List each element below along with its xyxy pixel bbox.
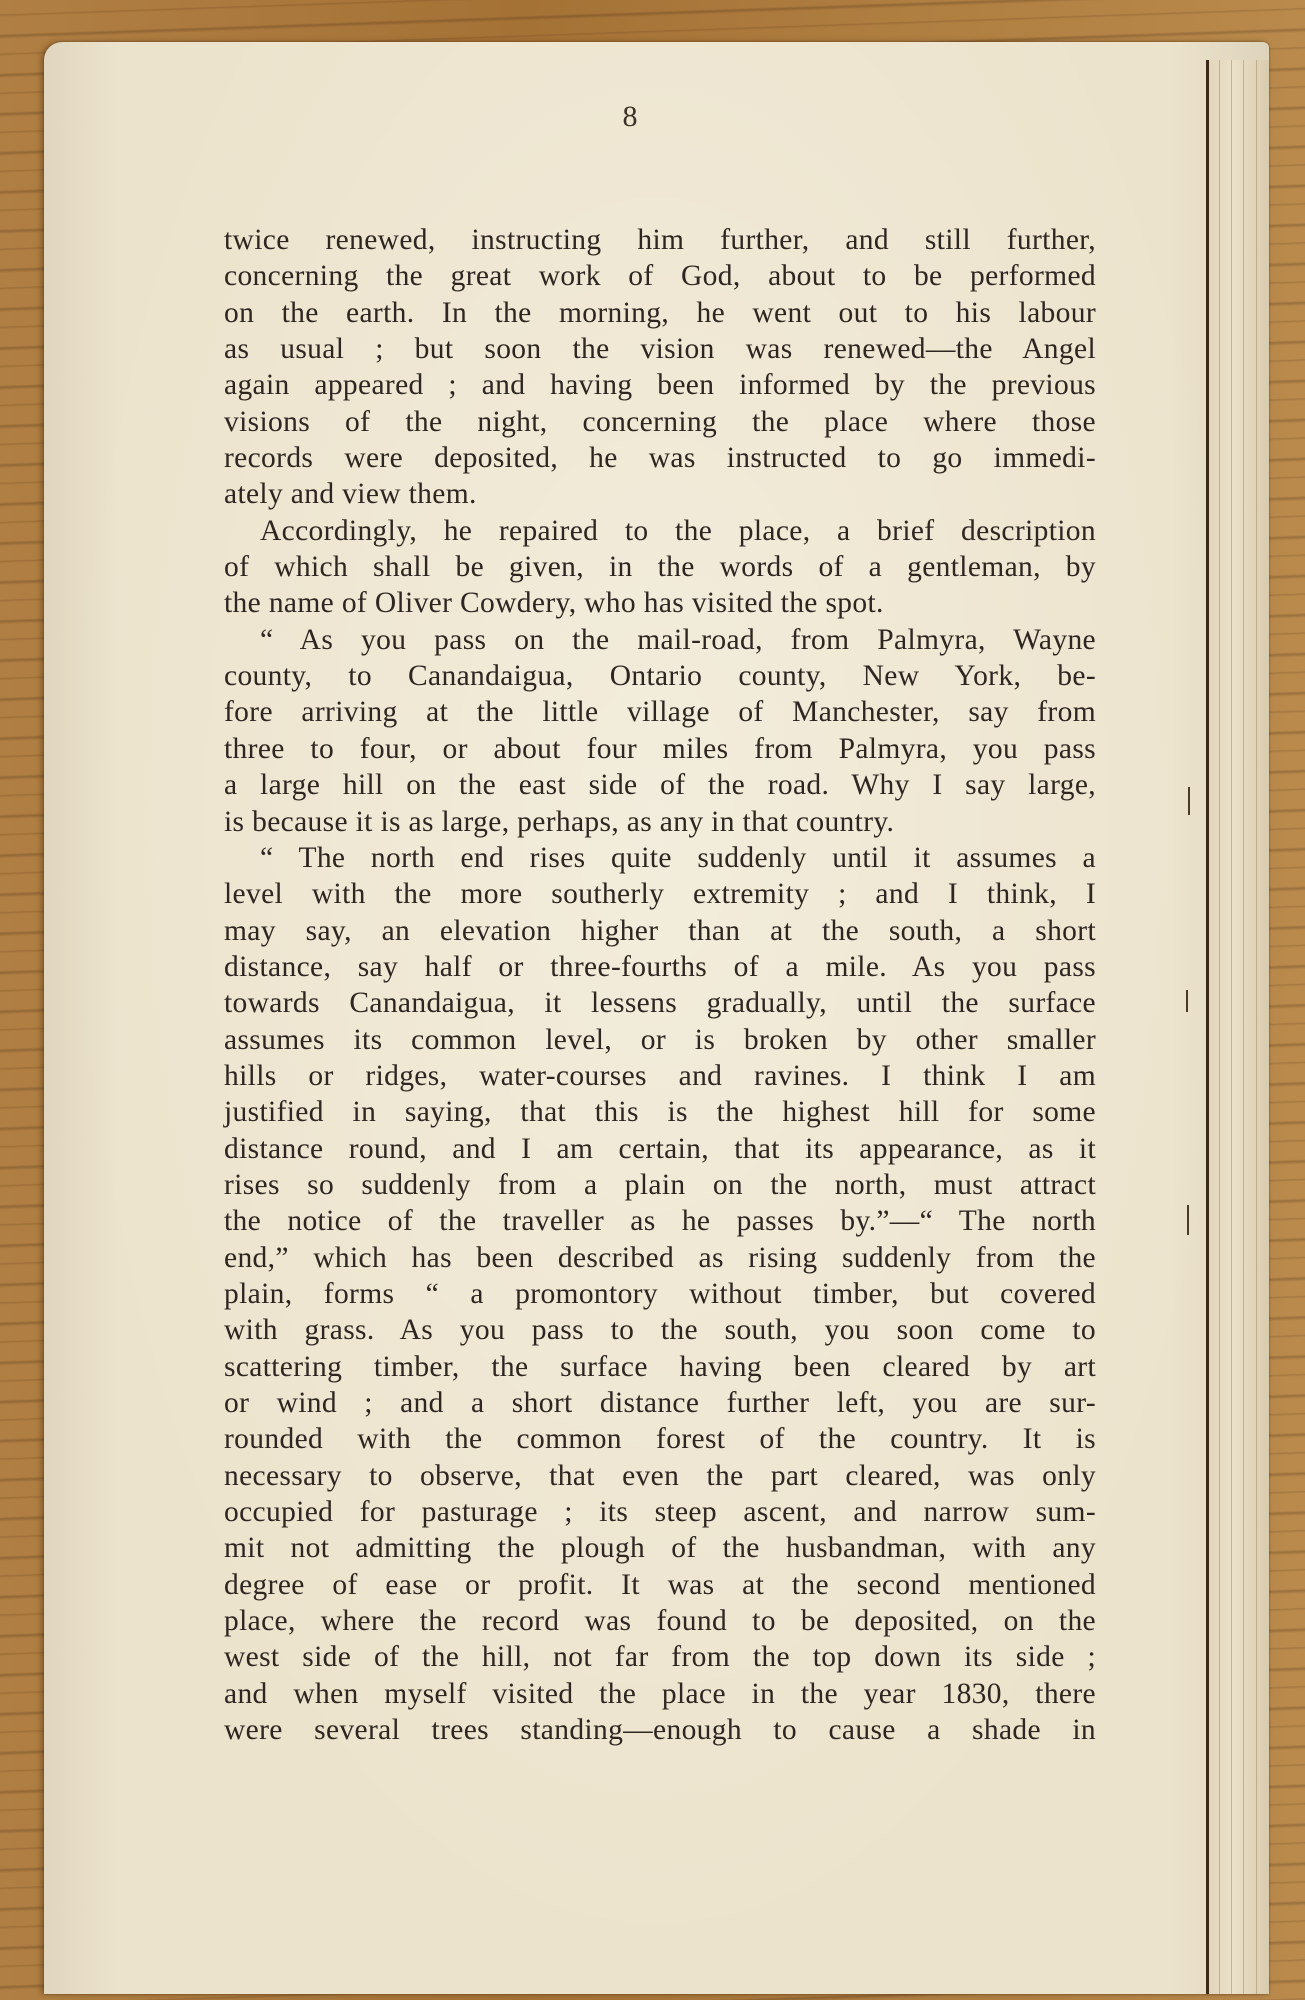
text-line: degree of ease or profit. It was at the second mentioned	[224, 1568, 1096, 1601]
text-line: visions of the night, concerning the place where those	[224, 405, 1096, 438]
text-line: the name of Oliver Cowdery, who has visited the spot.	[224, 587, 884, 620]
text-line: of which shall be given, in the words of a gentleman, by	[224, 551, 1096, 584]
text-line: scattering timber, the surface having been cleared by art	[224, 1350, 1096, 1383]
text-line: “ The north end rises quite suddenly until it assumes a	[260, 841, 1096, 874]
text-line: place, where the record was found to be deposited, on the	[224, 1605, 1096, 1638]
text-line: rounded with the common forest of the country. It is	[224, 1423, 1096, 1456]
text-line: and when myself visited the place in the year 1830, there	[224, 1677, 1096, 1710]
text-line: mit not admitting the plough of the husbandman, with any	[224, 1532, 1096, 1565]
text-line: with grass. As you pass to the south, you soon come to	[224, 1314, 1096, 1347]
text-line: plain, forms “ a promontory without timber, but covered	[224, 1277, 1096, 1310]
text-line: or wind ; and a short distance further left, you are sur-	[224, 1387, 1096, 1419]
margin-mark	[1188, 787, 1190, 815]
text-line: distance round, and I am certain, that its appearance, as it	[224, 1132, 1096, 1165]
text-line: towards Canandaigua, it lessens gradually, until the surface	[224, 987, 1096, 1020]
text-line: west side of the hill, not far from the top down its side ;	[224, 1641, 1096, 1674]
text-line: fore arriving at the little village of Manchester, say from	[224, 696, 1096, 729]
text-line: assumes its common level, or is broken by other smaller	[224, 1023, 1096, 1056]
page-number: 8	[622, 100, 638, 133]
text-line: ately and view them.	[224, 478, 477, 511]
text-line: again appeared ; and having been informed by the previous	[224, 369, 1096, 402]
text-line: is because it is as large, perhaps, as any in that country.	[224, 805, 895, 838]
text-line: necessary to observe, that even the part cleared, was only	[224, 1459, 1096, 1492]
text-line: on the earth. In the morning, he went out to his labour	[224, 296, 1096, 329]
margin-mark	[1186, 990, 1188, 1012]
text-line: “ As you pass on the mail-road, from Palmyra, Wayne	[260, 623, 1096, 656]
text-line: distance, say half or three-fourths of a mile. As you pass	[224, 950, 1096, 983]
margin-mark	[1187, 1205, 1189, 1235]
text-line: hills or ridges, water-courses and ravines. I think I am	[224, 1059, 1096, 1092]
text-line: end,” which has been described as rising suddenly from the	[224, 1241, 1096, 1274]
text-line: justified in saying, that this is the highest hill for some	[224, 1096, 1096, 1129]
text-line: twice renewed, instructing him further, and still further,	[224, 224, 1096, 256]
text-line: records were deposited, he was instructed to go immedi-	[224, 442, 1096, 475]
text-line: rises so suddenly from a plain on the north, must attract	[224, 1168, 1096, 1201]
text-line: concerning the great work of God, about to be performed	[224, 260, 1096, 293]
text-line: three to four, or about four miles from Palmyra, you pass	[224, 732, 1096, 765]
text-line: Accordingly, he repaired to the place, a brief description	[260, 514, 1096, 547]
text-line: the notice of the traveller as he passes by.”—“ The north	[224, 1205, 1096, 1238]
text-line: may say, an elevation higher than at the south, a short	[224, 914, 1096, 947]
text-line: occupied for pasturage ; its steep ascent, and narrow sum-	[224, 1496, 1096, 1529]
body-text	[224, 222, 1096, 1748]
text-line: level with the more southerly extremity ; and I think, I	[224, 878, 1096, 911]
page-stack-edge	[1206, 60, 1269, 1994]
text-line: county, to Canandaigua, Ontario county, New York, be-	[224, 660, 1096, 693]
text-line: a large hill on the east side of the road. Why I say large,	[224, 769, 1096, 802]
text-line: were several trees standing—enough to cause a shade in	[224, 1714, 1096, 1747]
text-line: as usual ; but soon the vision was renewed—the Angel	[224, 333, 1096, 366]
